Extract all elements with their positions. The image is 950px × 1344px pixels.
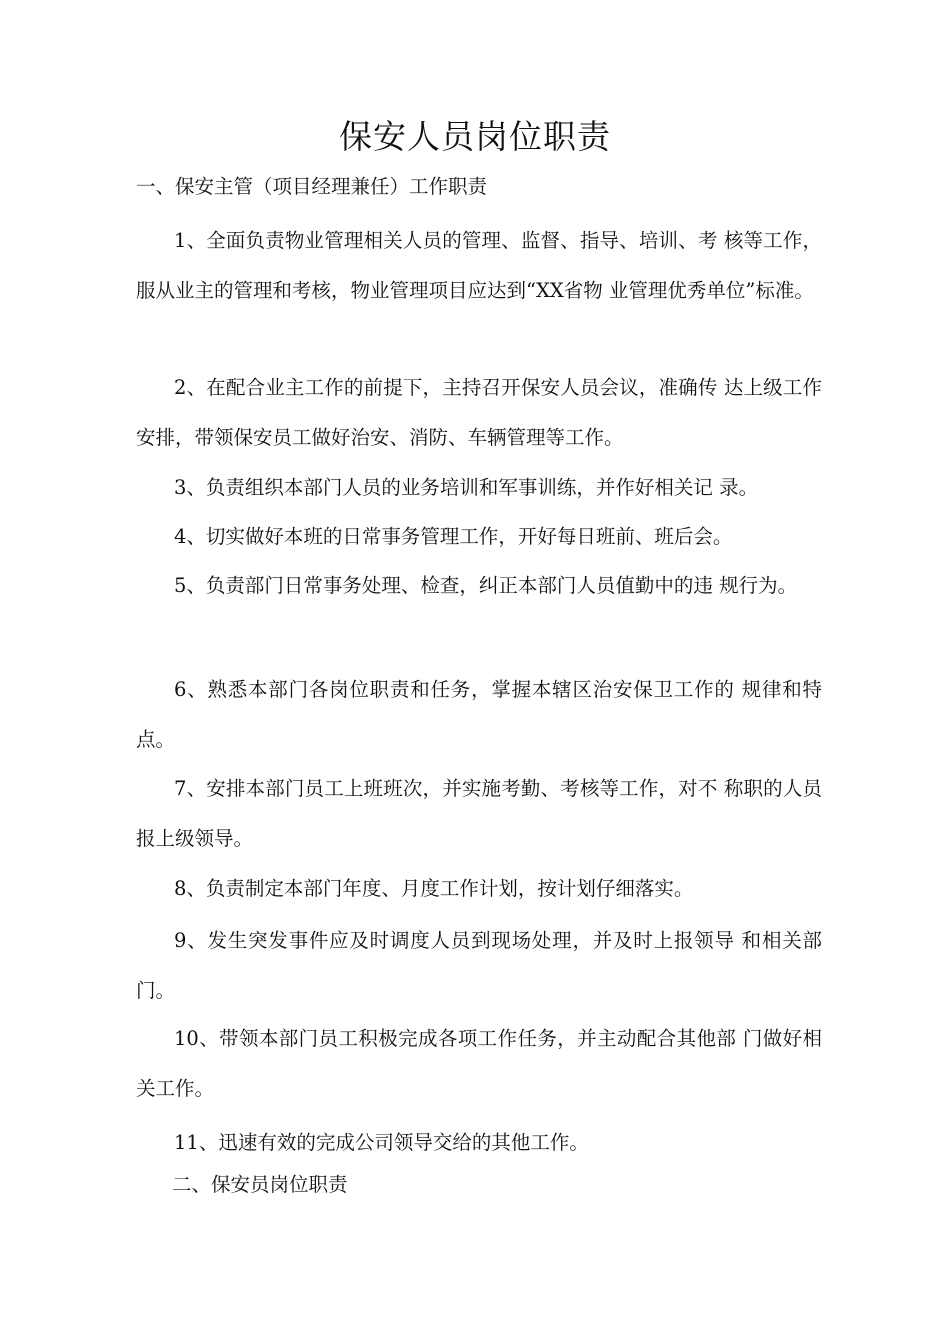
duty-item-6: 6、熟悉本部门各岗位职责和任务，掌握本辖区治安保卫工作的 规律和特点。 (136, 678, 822, 751)
duty-item-11: 11、迅速有效的完成公司领导交给的其他工作。 (174, 1131, 589, 1154)
duty-item-9: 9、发生突发事件应及时调度人员到现场处理，并及时上报领导 和相关部门。 (136, 929, 822, 1002)
duty-item-3: 3、负责组织本部门人员的业务培训和军事训练，并作好相关记 录。 (174, 476, 759, 499)
duty-item-2: 2、在配合业主工作的前提下，主持召开保安人员会议，准确传 达上级工作安排，带领保安员工做好治安、消防、车辆管理等工作。 (136, 376, 822, 449)
page-title: 保安人员岗位职责 (339, 117, 611, 156)
duty-item-1: 1、全面负责物业管理相关人员的管理、监督、指导、培训、考 核等工作，服从业主的管理和考核，物业管理项目应达到“XX省物 业管理优秀单位”标准。 (136, 229, 822, 302)
duty-item-5: 5、负责部门日常事务处理、检查，纠正本部门人员值勤中的违 规行为。 (174, 574, 798, 597)
section-heading-supervisor: 一、保安主管（项目经理兼任）工作职责 (136, 175, 488, 198)
section-heading-guard: 二、保安员岗位职责 (172, 1173, 348, 1196)
duty-item-8: 8、负责制定本部门年度、月度工作计划，按计划仔细落实。 (174, 877, 694, 900)
duty-item-10: 10、带领本部门员工积极完成各项工作任务，并主动配合其他部 门做好相关工作。 (136, 1027, 822, 1100)
duty-item-7: 7、安排本部门员工上班班次，并实施考勤、考核等工作，对不 称职的人员报上级领导。 (136, 777, 822, 850)
duty-item-4: 4、切实做好本班的日常事务管理工作，开好每日班前、班后会。 (174, 525, 733, 548)
